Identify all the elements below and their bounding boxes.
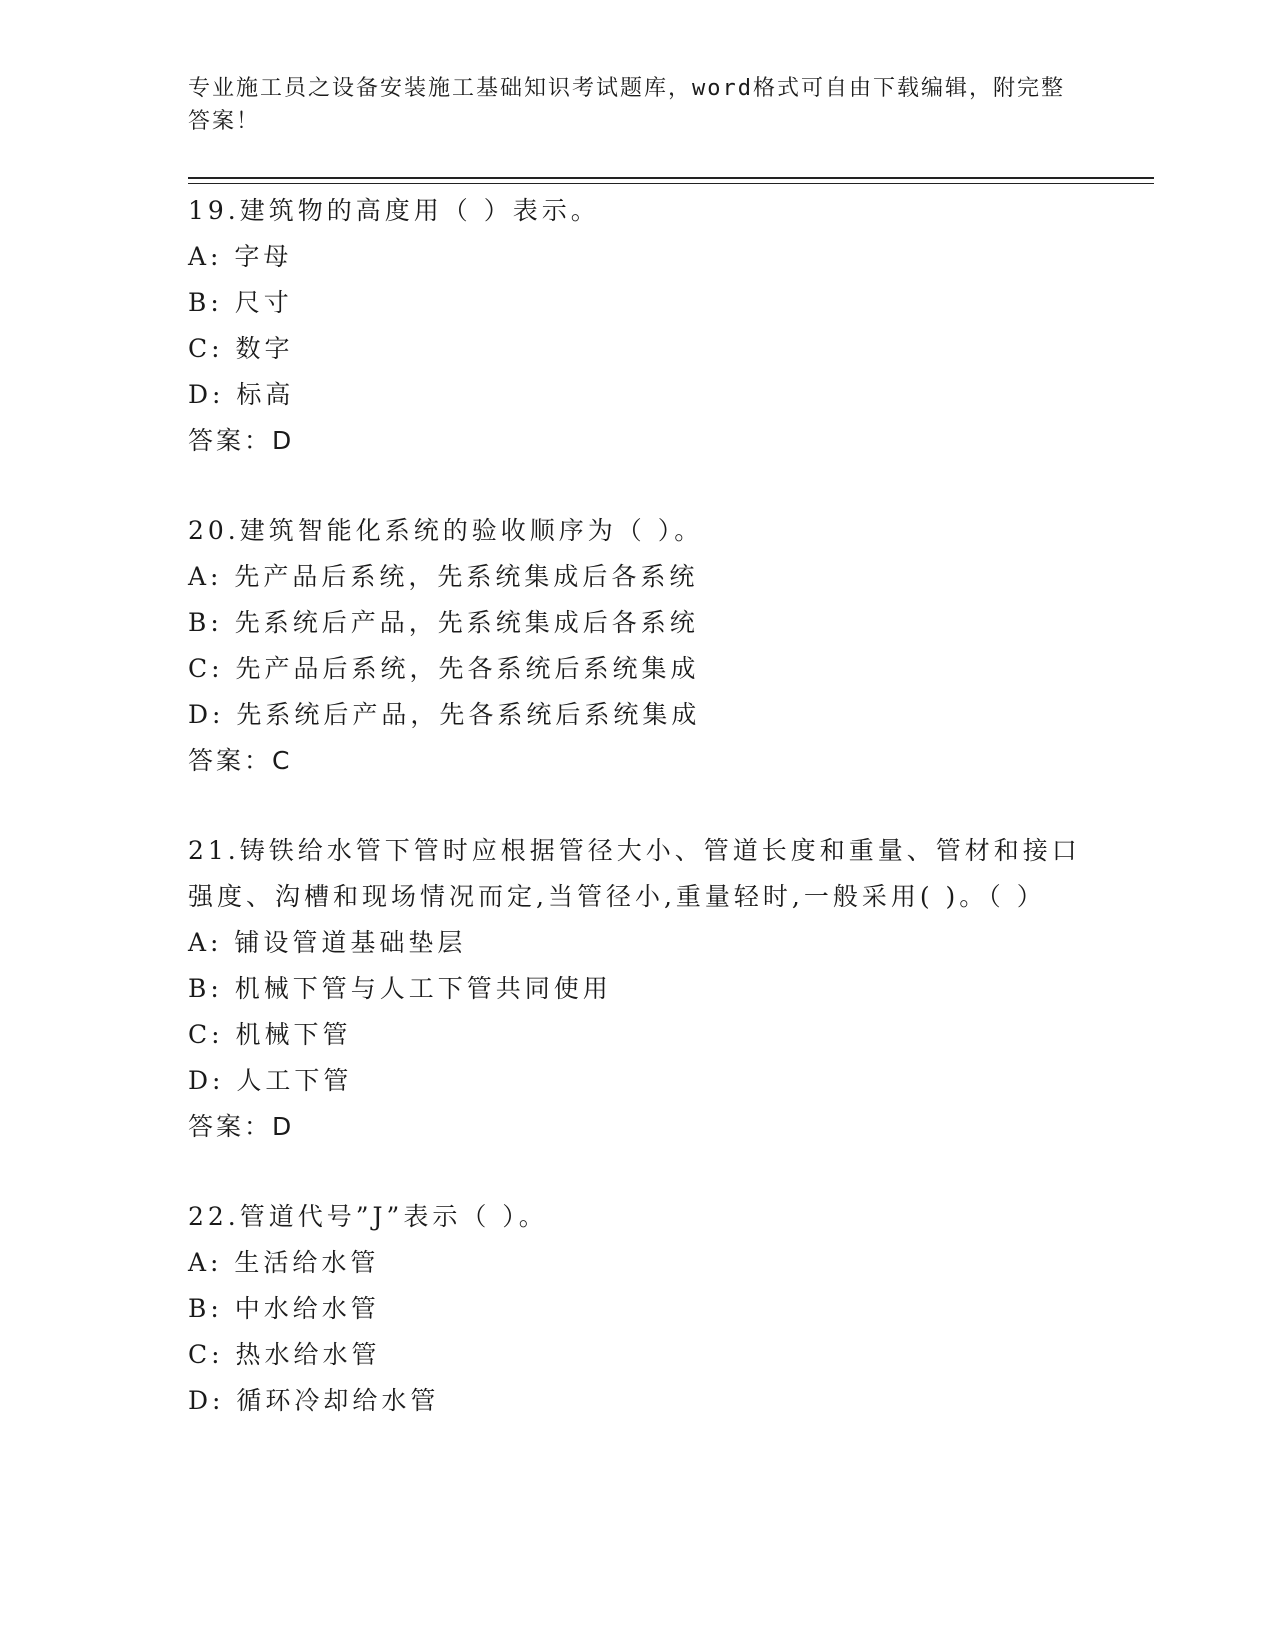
answer: 答案：D [188, 1112, 295, 1141]
question-19 [188, 188, 1088, 464]
question-stem: 19.建筑物的高度用（ ）表示。 [188, 196, 600, 225]
option-d: D: 人工下管 [188, 1066, 353, 1095]
option-a: A: 铺设管道基础垫层 [188, 928, 467, 957]
answer: 答案：D [188, 426, 295, 455]
document-header: 专业施工员之设备安装施工基础知识考试题库，word格式可自由下载编辑，附完整答案！ [188, 76, 1065, 134]
answer: 答案：C [188, 746, 293, 775]
option-d: D: 先系统后产品，先各系统后系统集成 [188, 700, 701, 729]
option-a: A: 字母 [188, 242, 293, 271]
question-stem: 21.铸铁给水管下管时应根据管径大小、管道长度和重量、管材和接口强度、沟槽和现场情况而定,当管径小,重量轻时,一般采用( )。（ ） [188, 836, 1081, 911]
question-21 [188, 828, 1088, 1150]
question-22 [188, 1194, 1088, 1424]
option-c: C: 先产品后系统，先各系统后系统集成 [188, 654, 700, 683]
option-b: B: 中水给水管 [188, 1294, 380, 1323]
question-20 [188, 508, 1088, 784]
question-stem: 22.管道代号”J”表示（ ）。 [188, 1202, 548, 1231]
option-d: D: 标高 [188, 380, 295, 409]
option-b: B: 尺寸 [188, 288, 293, 317]
option-b: B: 机械下管与人工下管共同使用 [188, 974, 612, 1003]
question-list [188, 188, 1088, 1424]
option-d: D: 循环冷却给水管 [188, 1386, 440, 1415]
option-b: B: 先系统后产品，先系统集成后各系统 [188, 608, 699, 637]
option-a: A: 先产品后系统，先系统集成后各系统 [188, 562, 699, 591]
header-divider-thin [188, 183, 1154, 184]
option-c: C: 热水给水管 [188, 1340, 381, 1369]
option-a: A: 生活给水管 [188, 1248, 380, 1277]
option-c: C: 机械下管 [188, 1020, 352, 1049]
question-stem: 20.建筑智能化系统的验收顺序为（ ）。 [188, 516, 704, 545]
header-divider-thick [188, 177, 1154, 179]
option-c: C: 数字 [188, 334, 294, 363]
